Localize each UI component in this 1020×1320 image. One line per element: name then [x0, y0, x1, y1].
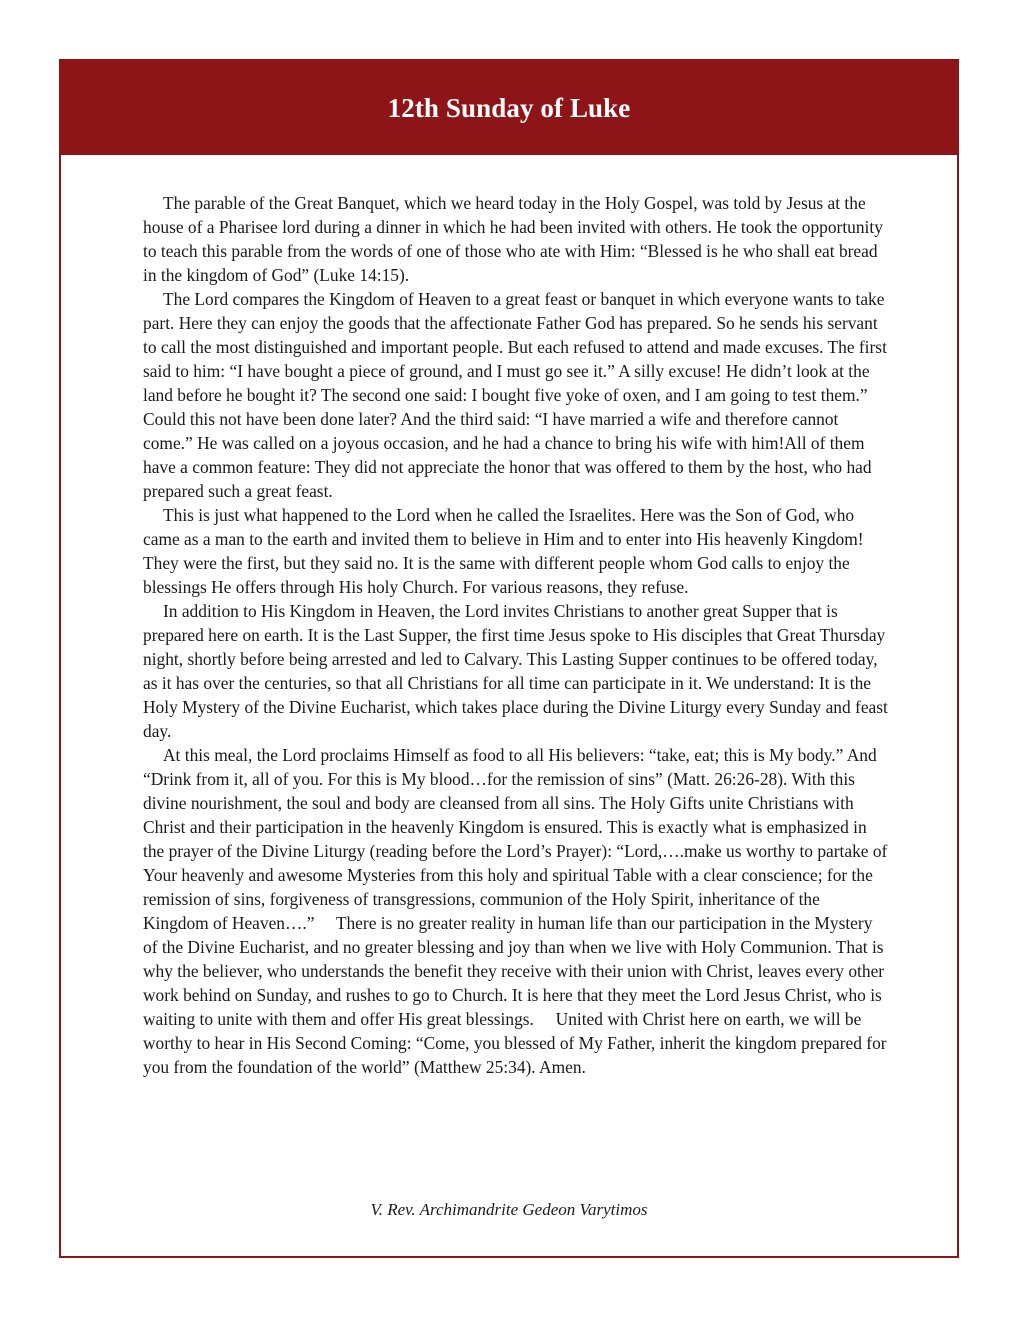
paragraph: This is just what happened to the Lord when he called the Israelites. Here was the Son of God, who came as a man to the earth and invited them to believe in Him and to enter into His heavenly Kingdom! They were the first, but they said no. It is the same with different people whom God calls to enjoy the blessings He offers through His holy Church. For various reasons, they refuse.	[143, 505, 864, 597]
article-body	[143, 191, 892, 1079]
page-title: 12th Sunday of Luke	[387, 92, 631, 123]
page-frame	[59, 59, 959, 1258]
paragraph: The Lord compares the Kingdom of Heaven to a great feast or banquet in which everyone wants to take part. Here they can enjoy the goods that the affectionate Father God has prepared. So he sends his servant to call the most distinguished and important people. But each refused to attend and made excuses. The first said to him: “I have bought a piece of ground, and I must go see it.” A silly excuse! He didn’t look at the land before he bought it? The second one said: I bought five yoke of oxen, and I am going to test them.” Could this not have been done later? And the third said: “I have married a wife and therefore cannot come.” He was called on a joyous occasion, and he had a chance to bring his wife with him!All of them have a common feature: They did not appreciate the honor that was offered to them by the host, who had prepared such a great feast.	[143, 289, 887, 501]
title-banner	[61, 61, 957, 155]
paragraph: In addition to His Kingdom in Heaven, the Lord invites Christians to another great Supper that is prepared here on earth. It is the Last Supper, the first time Jesus spoke to His disciples that Great Thursday night, shortly before being arrested and led to Calvary. This Lasting Supper continues to be offered today, as it has over the centuries, so that all Christians for all time can participate in it. We understand: It is the Holy Mystery of the Divine Eucharist, which takes place during the Divine Liturgy every Sunday and feast day.	[143, 601, 888, 741]
author-signature: V. Rev. Archimandrite Gedeon Varytimos	[370, 1200, 648, 1219]
paragraph: At this meal, the Lord proclaims Himself as food to all His believers: “take, eat; this is My body.” And “Drink from it, all of you. For this is My blood…for the remission of sins” (Matt. 26:26-28). With this divine nourishment, the soul and body are cleansed from all sins. The Holy Gifts unite Christians with Christ and their participation in the heavenly Kingdom is ensured. This is exactly what is emphasized in the prayer of the Divine Liturgy (reading before the Lord’s Prayer): “Lord,….make us worthy to partake of Your heavenly and awesome Mysteries from this holy and spiritual Table with a clear conscience; for the remission of sins, forgiveness of transgressions, communion of the Holy Spirit, inheritance of the Kingdom of Heaven….” There is no greater reality in human life than our participation in the Mystery of the Divine Eucharist, and no greater blessing and joy than when we live with Holy Communion. That is why the believer, who understands the benefit they receive with their union with Christ, leaves every other work behind on Sunday, and rushes to go to Church. It is here that they meet the Lord Jesus Christ, who is waiting to unite with them and offer His great blessings. United with Christ here on earth, we will be worthy to hear in His Second Coming: “Come, you blessed of My Father, inherit the kingdom prepared for you from the foundation of the world” (Matthew 25:34). Amen.	[143, 745, 892, 1077]
paragraph: The parable of the Great Banquet, which we heard today in the Holy Gospel, was told by Jesus at the house of a Pharisee lord during a dinner in which he had been invited with others. He took the opportunity to teach this parable from the words of one of those who ate with Him: “Blessed is he who shall eat bread in the kingdom of God” (Luke 14:15).	[143, 193, 883, 285]
